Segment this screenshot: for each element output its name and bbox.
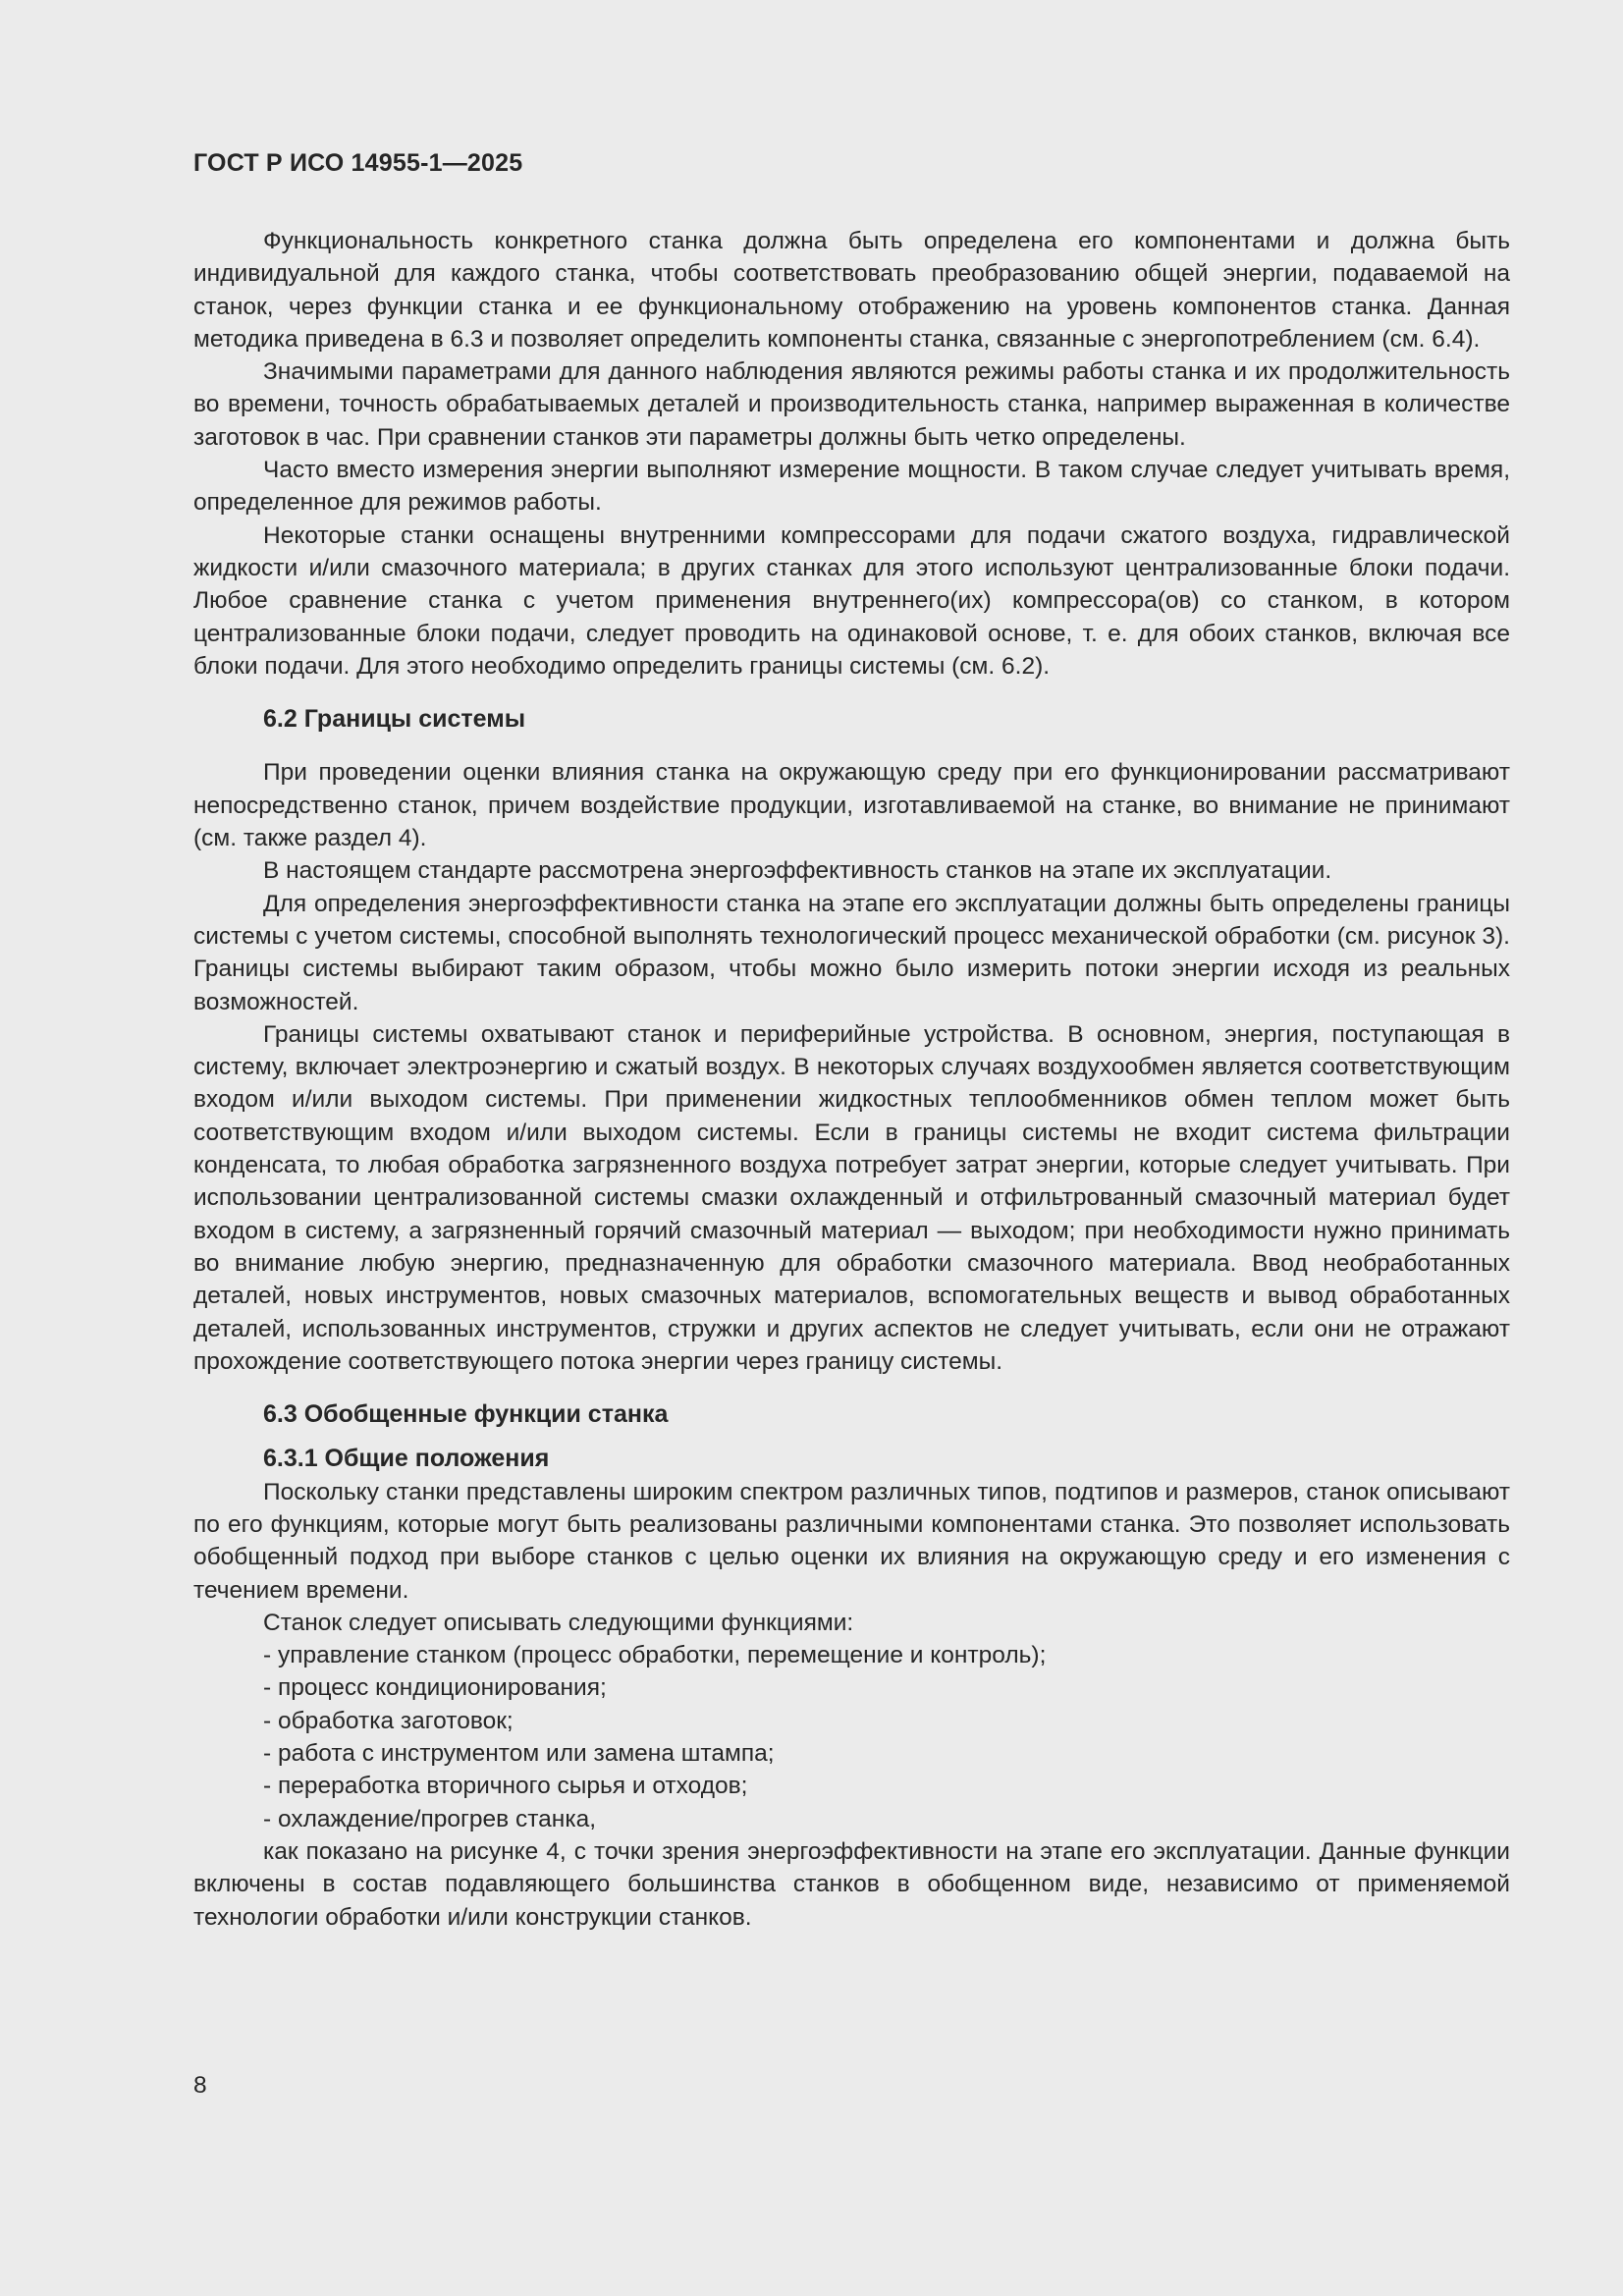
- function-list: [193, 1639, 1510, 1835]
- subsection-heading-6-3-1: 6.3.1 Общие положения: [263, 1445, 550, 1473]
- list-item: - обработка заготовок;: [263, 1707, 514, 1734]
- paragraph: Для определения энергоэффективности станка на этапе его эксплуатации должны быть определены границы системы с учетом системы, способной выполнять технологический процесс механической обработки (см. рисунок 3). Границы системы выбирают таким образом, чтобы можно было измерить потоки энергии исходя из реальных возможностей.: [193, 890, 1510, 1015]
- section-heading-6-2: 6.2 Границы системы: [263, 705, 526, 734]
- paragraph: Границы системы охватывают станок и периферийные устройства. В основном, энергия, поступающая в систему, включает электроэнергию и сжатый воздух. В некоторых случаях воздухообмен является соответствующим входом и/или выходом системы. При применении жидкостных теплообменников обмен теплом может быть соответствующим входом и/или выходом системы. Если в границы системы не входит система фильтрации конденсата, то любая обработка загрязненного воздуха потребует затрат энергии, которые следует учитывать. При использовании централизованной системы смазки охлажденный и отфильтрованный смазочный материал будет входом в систему, а загрязненный горячий смазочный материал — выходом; при необходимости нужно принимать во внимание любую энергию, предназначенную для обработки смазочного материала. Ввод необработанных деталей, новых инструментов, новых смазочных материалов, вспомогательных веществ и вывод обработанных деталей, использованных инструментов, стружки и других аспектов не следует учитывать, если они не отражают прохождение соответствующего потока энергии через границу системы.: [193, 1020, 1510, 1375]
- paragraph: Значимыми параметрами для данного наблюдения являются режимы работы станка и их продолжительность во времени, точность обрабатываемых деталей и производительность станка, например выраженная в количестве заготовок в час. При сравнении станков эти параметры должны быть четко определены.: [193, 358, 1510, 451]
- paragraph: Функциональность конкретного станка должна быть определена его компонентами и должна быть индивидуальной для каждого станка, чтобы соответствовать преобразованию общей энергии, подаваемой на станок, через функции станка и ее функциональному отображению на уровень компонентов станка. Данная методика приведена в 6.3 и позволяет определить компоненты станка, связанные с энергопотреблением (см. 6.4).: [193, 228, 1510, 353]
- paragraph: Часто вместо измерения энергии выполняют измерение мощности. В таком случае следует учитывать время, определенное для режимов работы.: [193, 457, 1510, 517]
- page-number: 8: [193, 2072, 207, 2099]
- document-body: [193, 225, 1510, 1934]
- paragraph: как показано на рисунке 4, с точки зрения энергоэффективности на этапе его эксплуатации. Данные функции включены в состав подавляющего большинства станков в обобщенном виде, независимо от применяемой технологии обработки и/или конструкции станков.: [193, 1837, 1510, 1931]
- list-item: - процесс кондиционирования;: [263, 1674, 607, 1702]
- paragraph: Некоторые станки оснащены внутренними компрессорами для подачи сжатого воздуха, гидравлической жидкости и/или смазочного материала; в других станках для этого используют централизованные блоки подачи. Любое сравнение станка с учетом применения внутреннего(их) компрессора(ов) со станком, в котором централизованные блоки подачи, следует проводить на одинаковой основе, т. е. для обоих станков, включая все блоки подачи. Для этого необходимо определить границы системы (см. 6.2).: [193, 521, 1510, 680]
- document-header: ГОСТ Р ИСО 14955-1—2025: [193, 149, 523, 177]
- list-item: - охлаждение/прогрев станка,: [263, 1805, 597, 1832]
- list-item: - работа с инструментом или замена штампа;: [263, 1740, 775, 1768]
- section-heading-6-3: 6.3 Обобщенные функции станка: [263, 1400, 669, 1429]
- paragraph: Поскольку станки представлены широким спектром различных типов, подтипов и размеров, станок описывают по его функциям, которые могут быть реализованы различными компонентами станка. Это позволяет использовать обобщенный подход при выборе станков с целью оценки их влияния на окружающую среду и его изменения с течением времени.: [193, 1478, 1510, 1604]
- paragraph: В настоящем стандарте рассмотрена энергоэффективность станков на этапе их эксплуатации.: [263, 857, 1332, 885]
- paragraph: При проведении оценки влияния станка на окружающую среду при его функционировании рассматривают непосредственно станок, причем воздействие продукции, изготавливаемой на станке, во внимание не принимают (см. также раздел 4).: [193, 759, 1510, 852]
- list-item: - управление станком (процесс обработки, перемещение и контроль);: [263, 1642, 1047, 1669]
- paragraph: Станок следует описывать следующими функциями:: [263, 1609, 854, 1636]
- list-item: - переработка вторичного сырья и отходов;: [263, 1773, 748, 1800]
